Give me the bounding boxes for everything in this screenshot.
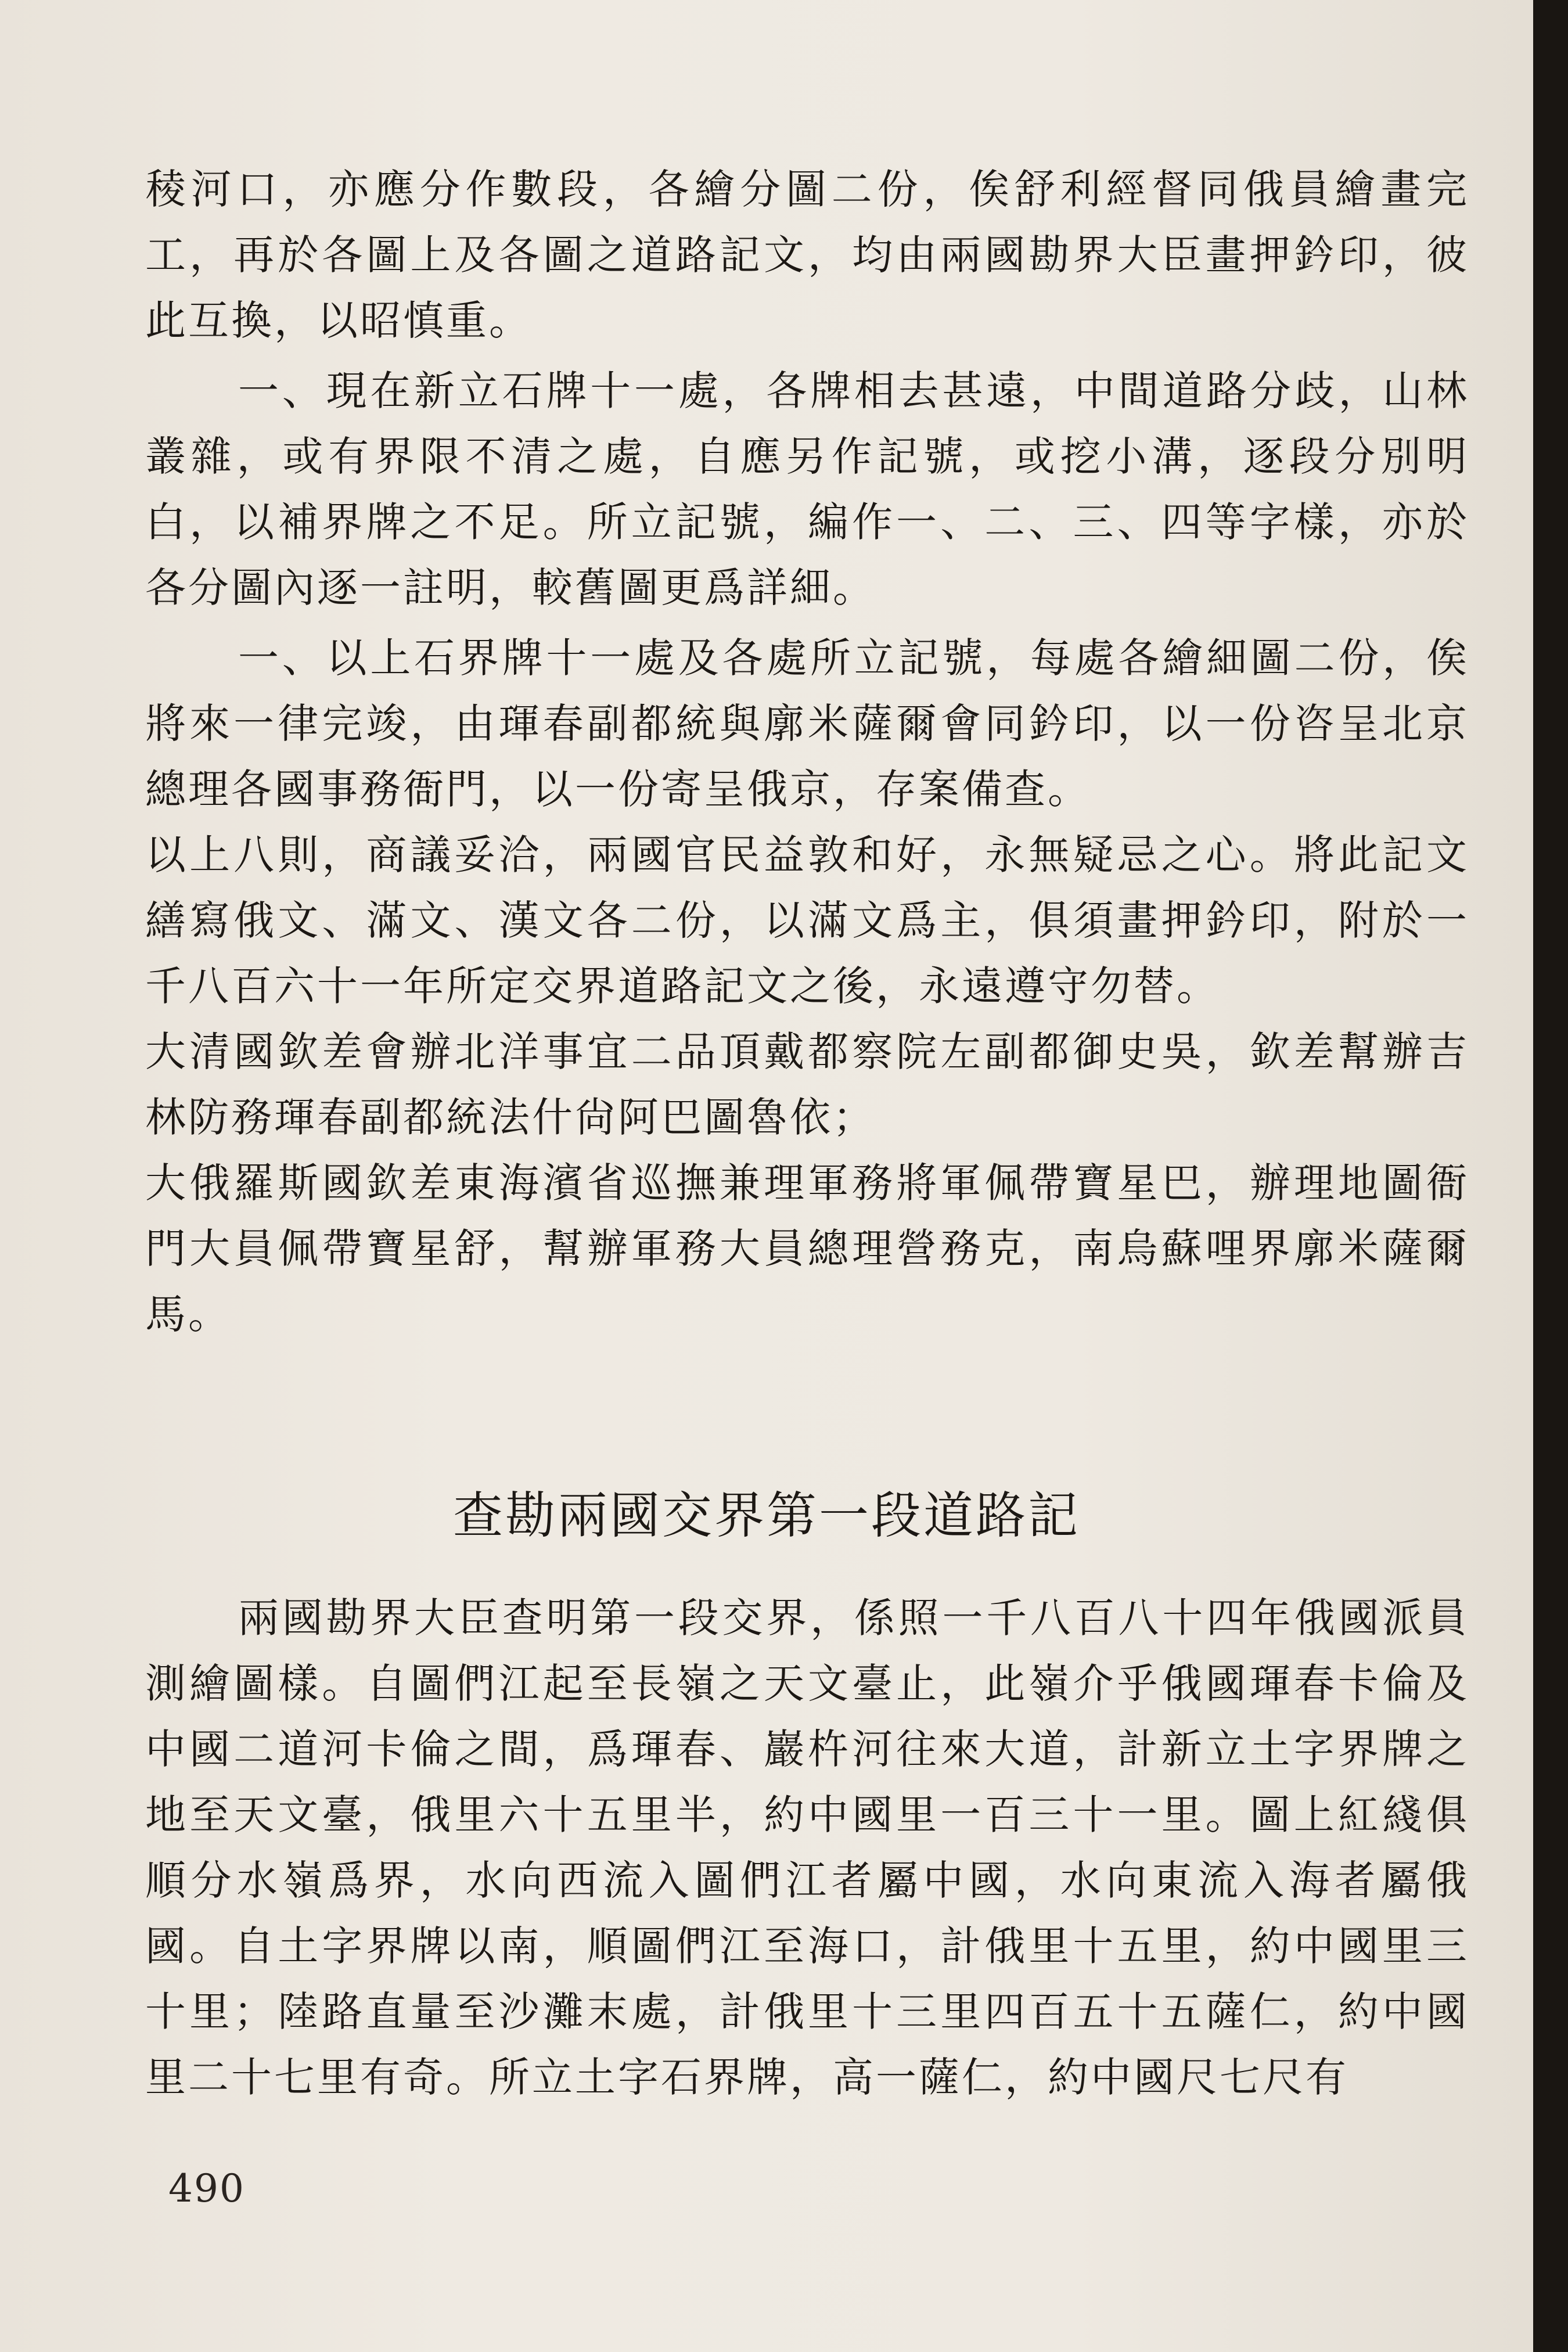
lower-text-block [145, 1585, 1469, 2110]
upper-text-block [145, 157, 1469, 1347]
paragraph-markers-clause: 一、現在新立石牌十一處，各牌相去甚遠，中間道路分歧，山林叢雜，或有界限不清之處，自應另作記號，或挖小溝，逐段分別明白，以補界牌之不足。所立記號，編作一、二、三、四等字樣，亦於各分圖內逐一註明，較舊圖更爲詳細。 [145, 367, 1469, 612]
paragraph-maps-clause: 一、以上石界牌十一處及各處所立記號，每處各繪細圖二份，俟將來一律完竣，由琿春副都統與廓米薩爾會同鈐印，以一份咨呈北京總理各國事務衙門，以一份寄呈俄京，存案備查。 [145, 634, 1469, 813]
paragraph-conclusion: 以上八則，商議妥洽，兩國官民益敦和好，永無疑忌之心。將此記文繕寫俄文、滿文、漢文各二份，以滿文爲主，俱須畫押鈐印，附於一千八百六十一年所定交界道路記文之後，永遠遵守勿替。 [145, 831, 1469, 1010]
paragraph-russian-signatories: 大俄羅斯國欽差東海濱省巡撫兼理軍務將軍佩帶寶星巴，辦理地圖衙門大員佩帶寶星舒，幫辦軍務大員總理營務克，南烏蘇哩界廓米薩爾馬。 [145, 1159, 1469, 1338]
section-title: 查勘兩國交界第一段道路記 [453, 1487, 1080, 1545]
paragraph-first-section-survey: 兩國勘界大臣查明第一段交界，係照一千八百八十四年俄國派員測繪圖樣。自圖們江起至長嶺之天文臺止，此嶺介乎俄國琿春卡倫及中國二道河卡倫之間，爲琿春、巖杵河往來大道，計新立土字界牌之地至天文臺，俄里六十五里半，約中國里一百三十一里。圖上紅綫俱順分水嶺爲界，水向西流入圖們江者屬中國，水向東流入海者屬俄國。自土字界牌以南，順圖們江至海口，計俄里十五里，約中國里三十里；陸路直量至沙灘末處，計俄里十三里四百五十五薩仁，約中國里二十七里有奇。所立土字石界牌，高一薩仁，約中國尺七尺有 [145, 1594, 1469, 2101]
page-edge-shadow [1533, 0, 1568, 2352]
page-number: 490 [168, 2166, 245, 2211]
paragraph-continuation: 稜河口，亦應分作數段，各繪分圖二份，俟舒利經督同俄員繪畫完工，再於各圖上及各圖之道路記文，均由兩國勘界大臣畫押鈐印，彼此互換，以昭慎重。 [145, 166, 1469, 344]
paragraph-qing-signatories: 大清國欽差會辦北洋事宜二品頂戴都察院左副都御史吳，欽差幫辦吉林防務琿春副都統法什尙阿巴圖魯依； [145, 1028, 1469, 1141]
